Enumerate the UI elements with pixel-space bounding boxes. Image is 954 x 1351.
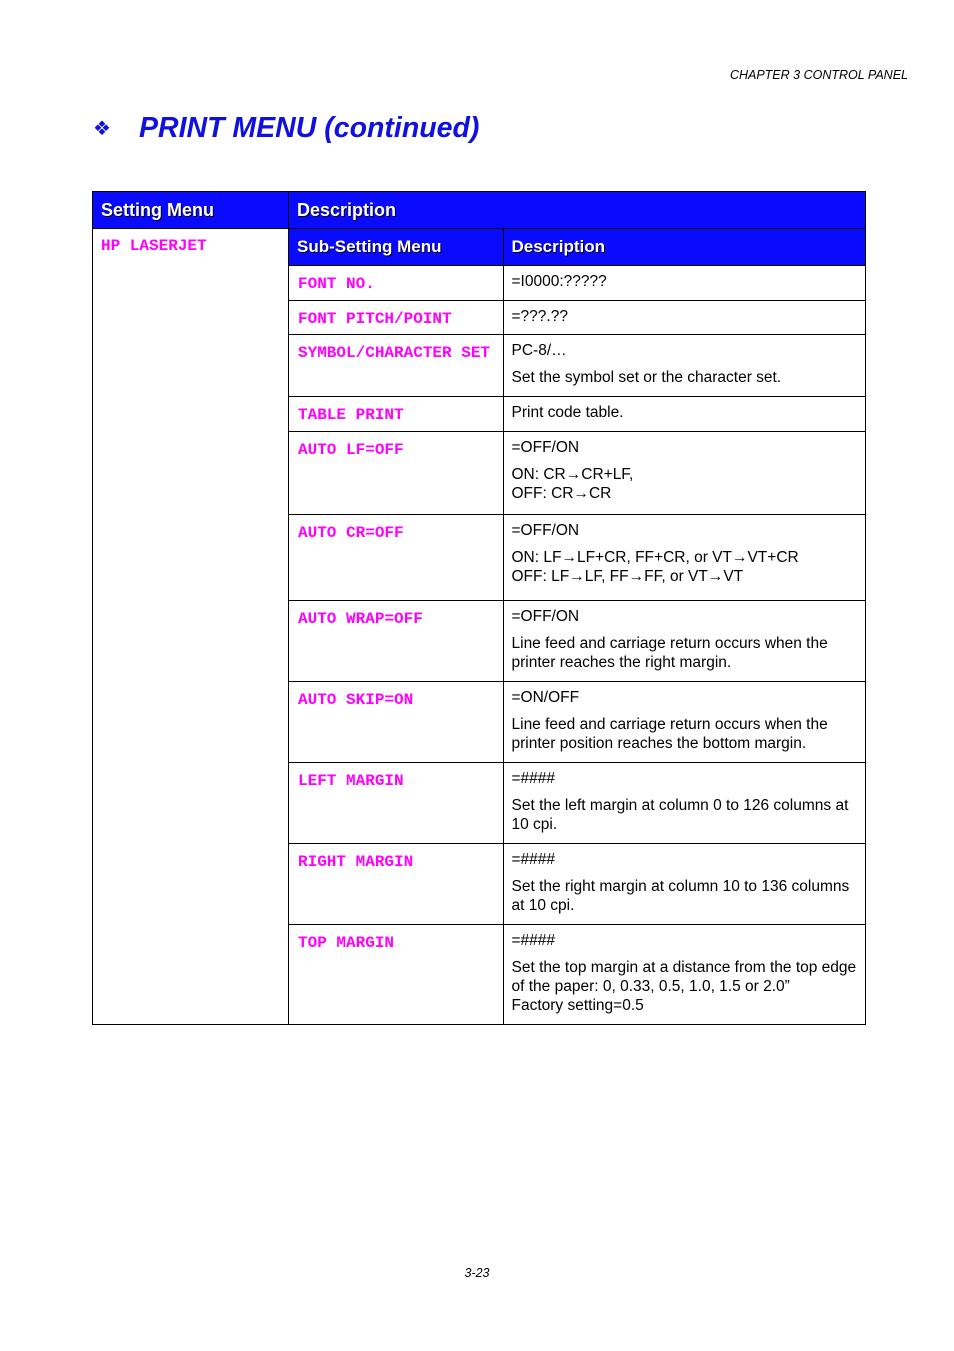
sub-setting-label-cell (289, 266, 503, 301)
sub-setting-label-cell (289, 335, 503, 397)
sub-setting-label-cell (289, 601, 503, 682)
sub-setting-label-cell (289, 397, 503, 432)
page-title-text: PRINT MENU (continued) (139, 112, 480, 144)
sub-setting-note: Line feed and carriage return occurs when the printer position reaches the bottom margin. (511, 716, 828, 752)
sub-setting-description-cell (503, 432, 865, 515)
sub-setting-label: FONT NO. (298, 275, 375, 293)
sub-setting-label: AUTO LF=OFF (298, 441, 404, 459)
sub-setting-label: RIGHT MARGIN (298, 853, 414, 871)
sub-setting-description-cell (503, 397, 865, 432)
diamond-cluster-icon: ❖ (93, 118, 111, 140)
chapter-header: CHAPTER 3 CONTROL PANEL (729, 68, 908, 82)
sub-setting-label: LEFT MARGIN (298, 772, 404, 790)
table-row (289, 682, 865, 763)
sub-setting-note: Set the top margin at a distance from the top edge of the paper: 0, 0.33, 0.5, 1.0, 1.5 or 2.0” Factory setting=0.5 (511, 959, 857, 1014)
sub-setting-value: =#### (511, 851, 556, 868)
sub-setting-label-cell (289, 515, 503, 601)
sub-setting-description-cell (503, 925, 865, 1024)
setting-name: HP LASERJET (101, 237, 207, 255)
table-row (289, 397, 865, 432)
sub-setting-label-cell (289, 844, 503, 925)
sub-setting-description-cell (503, 335, 865, 397)
sub-setting-value: =I0000:????? (511, 273, 607, 290)
sub-setting-label-cell (289, 682, 503, 763)
setting-cell (93, 229, 289, 1025)
sub-table-cell (289, 229, 866, 1025)
sub-setting-note: Set the right margin at column 10 to 136 columns at 10 cpi. (511, 878, 850, 914)
sub-setting-label-cell (289, 925, 503, 1024)
sub-setting-label-cell (289, 432, 503, 515)
sub-setting-label: AUTO SKIP=ON (298, 691, 414, 709)
sub-setting-value: =OFF/ON (511, 608, 580, 625)
sub-setting-description-cell (503, 763, 865, 844)
sub-description-header: Description (503, 229, 865, 266)
sub-setting-description-cell (503, 266, 865, 301)
sub-setting-value: =#### (511, 770, 556, 787)
sub-setting-note: Line feed and carriage return occurs when the printer reaches the right margin. (511, 635, 828, 671)
sub-setting-label: TOP MARGIN (298, 934, 395, 952)
table-row (289, 301, 865, 335)
sub-setting-description-cell (503, 682, 865, 763)
sub-setting-label: TABLE PRINT (298, 406, 404, 424)
sub-setting-value: =#### (511, 932, 556, 949)
sub-setting-value: PC-8/… (511, 342, 567, 359)
sub-setting-note: ON: CR→CR+LF, OFF: CR→CR (511, 466, 634, 502)
sub-setting-description-cell (503, 301, 865, 335)
sub-setting-menu-header: Sub-Setting Menu (289, 229, 503, 266)
sub-setting-value: Print code table. (511, 404, 624, 421)
sub-setting-note: Set the symbol set or the character set. (511, 369, 782, 386)
sub-setting-label-cell (289, 763, 503, 844)
table-row (289, 266, 865, 301)
table-row (289, 432, 865, 515)
setting-menu-header: Setting Menu (93, 192, 289, 229)
sub-setting-description-cell (503, 844, 865, 925)
sub-setting-label: AUTO CR=OFF (298, 524, 404, 542)
description-header: Description (289, 192, 866, 229)
table-row (289, 844, 865, 925)
page-title (93, 112, 479, 145)
sub-setting-value: =OFF/ON (511, 439, 580, 456)
table-row (289, 515, 865, 601)
sub-setting-value: =ON/OFF (511, 689, 580, 706)
sub-setting-note: Set the left margin at column 0 to 126 columns at 10 cpi. (511, 797, 849, 833)
sub-setting-note: ON: LF→LF+CR, FF+CR, or VT→VT+CR OFF: LF→LF, FF→FF, or VT→VT (511, 549, 799, 585)
sub-setting-table (289, 229, 865, 1024)
sub-setting-description-cell (503, 515, 865, 601)
table-row (289, 763, 865, 844)
table-row (289, 601, 865, 682)
print-menu-table (92, 191, 866, 1025)
sub-setting-description-cell (503, 601, 865, 682)
sub-setting-label-cell (289, 301, 503, 335)
table-row (289, 335, 865, 397)
table-row (289, 925, 865, 1024)
sub-setting-label: SYMBOL/CHARACTER SET (298, 344, 491, 362)
sub-setting-label: FONT PITCH/POINT (298, 310, 452, 328)
sub-setting-value: =OFF/ON (511, 522, 580, 539)
sub-setting-label: AUTO WRAP=OFF (298, 610, 423, 628)
page-number: 3-23 (464, 1266, 490, 1280)
sub-setting-value: =???.?? (511, 308, 568, 325)
